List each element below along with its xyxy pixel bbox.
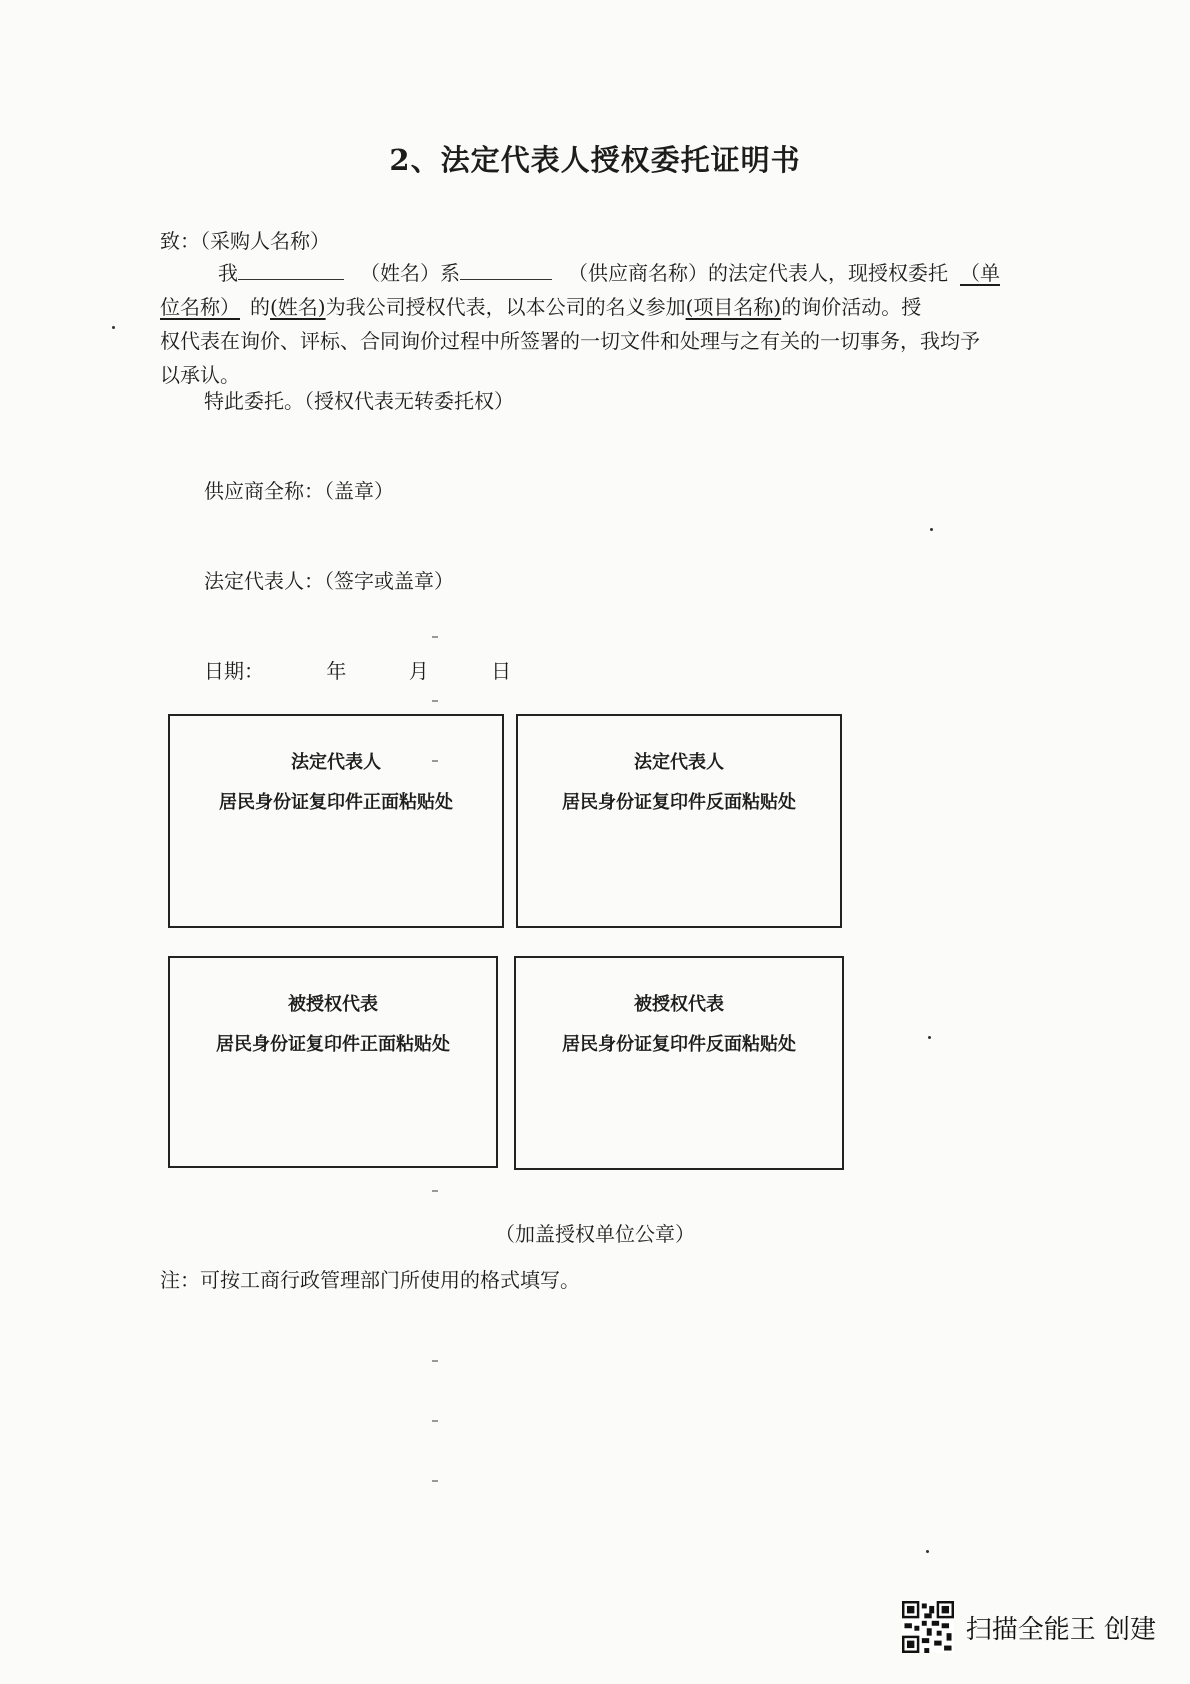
document-title: 2、法定代表人授权委托证明书 — [389, 143, 801, 177]
scan-dash — [432, 636, 438, 638]
text-fragment: 的 — [250, 295, 270, 319]
scan-speck — [928, 1036, 931, 1039]
text-fragment: （供应商名称）的法定代表人，现授权委托 — [568, 261, 948, 285]
text-fragment: （姓名）系 — [360, 261, 460, 285]
scan-dash — [432, 1360, 438, 1362]
authorization-paragraph-line-2 — [160, 290, 921, 324]
scan-speck — [926, 1550, 929, 1553]
text-fragment: 我 — [218, 261, 238, 285]
name-blank — [238, 257, 344, 280]
authorization-paragraph-line-4: 以承认。 — [160, 363, 240, 387]
legal-rep-signature-line: 法定代表人：（签字或盖章） — [204, 569, 454, 593]
seal-instruction: （加盖授权单位公章） — [495, 1222, 695, 1246]
id-paste-box-legal-rep-back — [516, 714, 842, 928]
project-name-fill: (项目名称) — [685, 295, 782, 319]
unit-name-fill: 位名称） — [160, 295, 240, 319]
box-instruction: 居民身份证复印件正面粘贴处 — [219, 792, 453, 813]
text-fragment: 的询价活动。授 — [781, 295, 922, 319]
scan-speck — [112, 326, 115, 329]
special-statement: 特此委托。（授权代表无转委托权） — [204, 389, 514, 413]
id-paste-box-agent-front — [168, 956, 498, 1168]
id-paste-box-agent-back — [514, 956, 844, 1170]
scan-dash — [432, 700, 438, 702]
date-day: 日 — [491, 659, 512, 683]
supplier-blank — [460, 257, 552, 280]
id-paste-box-legal-rep-front — [168, 714, 504, 928]
box-heading: 法定代表人 — [291, 752, 381, 773]
scanner-watermark-text: 扫描全能王 创建 — [965, 1614, 1156, 1645]
footnote: 注：可按工商行政管理部门所使用的格式填写。 — [160, 1268, 580, 1292]
supplier-fullname-line: 供应商全称：（盖章） — [204, 479, 394, 503]
box-heading: 被授权代表 — [634, 994, 724, 1015]
box-instruction: 居民身份证复印件反面粘贴处 — [562, 792, 796, 813]
date-line — [204, 654, 511, 688]
authorization-paragraph-line-3: 权代表在询价、评标、合同询价过程中所签署的一切文件和处理与之有关的一切事务，我均予 — [160, 329, 980, 353]
scan-speck — [930, 528, 933, 531]
box-instruction: 居民身份证复印件正面粘贴处 — [216, 1034, 450, 1055]
qr-code-icon — [902, 1601, 954, 1653]
box-heading: 法定代表人 — [634, 752, 724, 773]
scan-dash — [432, 760, 438, 762]
date-year: 年 — [326, 659, 347, 683]
date-month: 月 — [408, 659, 429, 683]
unit-name-fill: （单 — [960, 261, 1000, 285]
date-label: 日期： — [204, 659, 264, 683]
text-fragment: 为我公司授权代表，以本公司的名义参加 — [325, 295, 686, 319]
box-heading: 被授权代表 — [288, 994, 378, 1015]
scan-dash — [432, 1190, 438, 1192]
box-instruction: 居民身份证复印件反面粘贴处 — [562, 1034, 796, 1055]
scan-dash — [432, 1420, 438, 1422]
scanner-watermark — [902, 1600, 1156, 1654]
scan-dash — [432, 1480, 438, 1482]
agent-name-fill: (姓名) — [270, 295, 326, 319]
authorization-paragraph-line-1 — [218, 256, 1000, 290]
recipient-line: 致：（采购人名称） — [160, 229, 330, 253]
